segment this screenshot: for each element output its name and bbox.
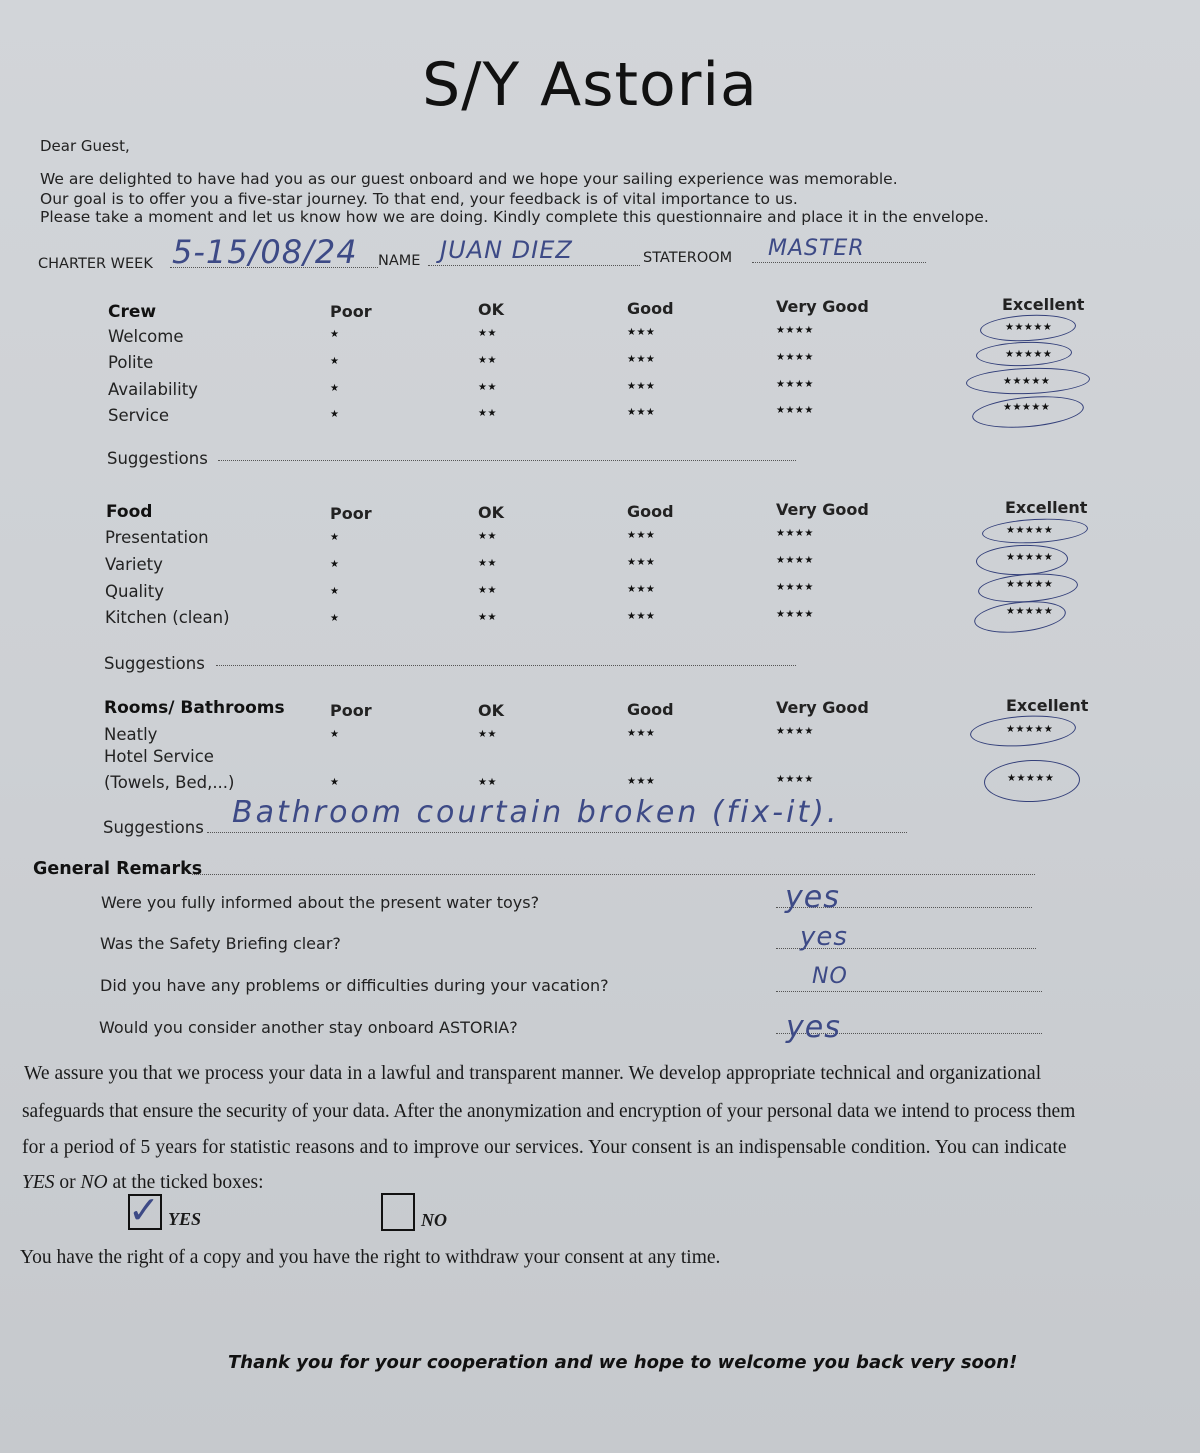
row-label-hotel-service-detail: (Towels, Bed,...) <box>104 773 235 792</box>
rating-poor[interactable]: ★ <box>330 586 340 597</box>
rating-good[interactable]: ★★★ <box>627 776 656 787</box>
rating-very-good[interactable]: ★★★★ <box>776 405 814 416</box>
rating-good[interactable]: ★★★ <box>627 354 656 365</box>
rating-ok[interactable]: ★★ <box>478 531 497 542</box>
page-title: S/Y Astoria <box>422 50 758 120</box>
rating-ok[interactable]: ★★ <box>478 777 497 788</box>
charter-week-value[interactable]: 5-15/08/24 <box>172 233 358 271</box>
section-heading-rooms: Rooms/ Bathrooms <box>104 698 285 718</box>
selected-rating-circle <box>983 758 1080 803</box>
rating-good[interactable]: ★★★ <box>627 530 656 541</box>
intro-line-1: We are delighted to have had you as our guest onboard and we hope your sailing experience was memorable. <box>40 170 898 188</box>
row-label-service: Service <box>108 406 169 425</box>
col-good: Good <box>627 299 674 318</box>
rating-ok[interactable]: ★★ <box>478 382 497 393</box>
rating-poor[interactable]: ★ <box>330 559 340 570</box>
row-label-kitchen: Kitchen (clean) <box>105 608 230 627</box>
privacy-line-2: safeguards that ensure the security of your data. After the anonymization and encryption of your personal data we intend to process them <box>22 1101 1076 1122</box>
rating-poor[interactable]: ★ <box>330 383 340 394</box>
row-label-quality: Quality <box>105 582 164 601</box>
consent-no-label: NO <box>421 1210 447 1230</box>
rating-poor[interactable]: ★ <box>330 777 340 788</box>
rating-poor[interactable]: ★ <box>330 729 340 740</box>
food-suggestions-label: Suggestions <box>104 654 205 673</box>
rating-ok[interactable]: ★★ <box>478 729 497 740</box>
rating-good[interactable]: ★★★ <box>627 557 656 568</box>
privacy-line-3: for a period of 5 years for statistic reasons and to improve our services. Your consent is an indispensable condition. You can indicate <box>22 1137 1067 1158</box>
rating-excellent[interactable]: ★★★★★ <box>1006 552 1054 563</box>
row-label-polite: Polite <box>108 353 154 372</box>
rating-excellent[interactable]: ★★★★★ <box>1003 402 1051 413</box>
rating-ok[interactable]: ★★ <box>478 558 497 569</box>
rating-poor[interactable]: ★ <box>330 409 340 420</box>
rating-excellent[interactable]: ★★★★★ <box>1006 606 1054 617</box>
intro-line-3: Please take a moment and let us know how we are doing. Kindly complete this questionnaire and place it in the envelope. <box>40 208 989 226</box>
privacy-line-1: We assure you that we process your data in a lawful and transparent manner. We develop appropriate technical and organizational <box>24 1063 1042 1084</box>
rating-poor[interactable]: ★ <box>330 356 340 367</box>
rating-excellent[interactable]: ★★★★★ <box>1007 773 1055 784</box>
row-label-presentation: Presentation <box>105 528 209 547</box>
col-ok: OK <box>478 503 504 522</box>
withdraw-consent-text: You have the right of a copy and you have the right to withdraw your consent at any time. <box>20 1247 721 1268</box>
rating-poor[interactable]: ★ <box>330 613 340 624</box>
selected-rating-circle <box>976 543 1069 576</box>
col-very-good: Very Good <box>776 297 869 316</box>
rating-very-good[interactable]: ★★★★ <box>776 609 814 620</box>
consent-yes-checkmark: ✓ <box>128 1188 160 1232</box>
rating-good[interactable]: ★★★ <box>627 584 656 595</box>
rating-poor[interactable]: ★ <box>330 532 340 543</box>
col-poor: Poor <box>330 701 372 720</box>
name-value[interactable]: JUAN DIEZ <box>440 236 573 264</box>
col-excellent: Excellent <box>1002 295 1085 314</box>
col-good: Good <box>627 502 674 521</box>
row-label-neatly: Neatly <box>104 725 158 744</box>
privacy-line-4-rest: at the ticked boxes: <box>107 1172 264 1193</box>
rating-ok[interactable]: ★★ <box>478 328 497 339</box>
section-heading-food: Food <box>106 502 153 522</box>
selected-rating-circle <box>979 313 1076 344</box>
col-poor: Poor <box>330 302 372 321</box>
rooms-suggestions-field[interactable] <box>207 831 907 833</box>
stateroom-value[interactable]: MASTER <box>768 236 865 261</box>
rating-excellent[interactable]: ★★★★★ <box>1006 525 1054 536</box>
question-water-toys: Were you fully informed about the present water toys? <box>101 893 540 912</box>
row-label-variety: Variety <box>105 555 163 574</box>
rooms-suggestions-value[interactable]: Bathroom courtain broken (fix-it). <box>232 795 840 830</box>
general-remarks-field[interactable] <box>192 873 1035 875</box>
privacy-yes-word: YES <box>22 1172 55 1193</box>
col-very-good: Very Good <box>776 698 869 717</box>
name-label: NAME <box>378 253 421 269</box>
rating-excellent[interactable]: ★★★★★ <box>1003 376 1051 387</box>
question-problems: Did you have any problems or difficulties during your vacation? <box>100 976 609 995</box>
rating-excellent[interactable]: ★★★★★ <box>1006 579 1054 590</box>
consent-yes-label: YES <box>168 1209 202 1229</box>
rating-ok[interactable]: ★★ <box>478 408 497 419</box>
selected-rating-circle <box>971 392 1085 432</box>
row-label-hotel-service: Hotel Service <box>104 747 214 766</box>
col-poor: Poor <box>330 504 372 523</box>
rating-very-good[interactable]: ★★★★ <box>776 528 814 539</box>
rooms-suggestions-label: Suggestions <box>103 818 204 837</box>
rating-good[interactable]: ★★★ <box>627 611 656 622</box>
rating-good[interactable]: ★★★ <box>627 327 656 338</box>
rating-very-good[interactable]: ★★★★ <box>776 582 814 593</box>
question-safety-briefing: Was the Safety Briefing clear? <box>100 934 341 953</box>
answer-line <box>776 990 1042 992</box>
rating-poor[interactable]: ★ <box>330 329 340 340</box>
answer-safety-briefing[interactable]: yes <box>800 922 848 952</box>
food-suggestions-field[interactable] <box>216 664 796 666</box>
selected-rating-circle <box>981 516 1088 546</box>
rating-very-good[interactable]: ★★★★ <box>776 379 814 390</box>
row-label-availability: Availability <box>108 380 198 399</box>
answer-problems[interactable]: NO <box>812 964 848 989</box>
privacy-or-word: or <box>54 1172 81 1193</box>
name-field-line <box>428 264 640 266</box>
charter-week-label: CHARTER WEEK <box>38 256 153 272</box>
rating-very-good[interactable]: ★★★★ <box>776 774 814 785</box>
selected-rating-circle <box>966 366 1091 396</box>
selected-rating-circle <box>969 712 1077 749</box>
col-excellent: Excellent <box>1005 498 1088 517</box>
col-good: Good <box>627 700 674 719</box>
general-remarks-label: General Remarks <box>33 859 203 879</box>
rating-ok[interactable]: ★★ <box>478 355 497 366</box>
rating-excellent[interactable]: ★★★★★ <box>1006 724 1054 735</box>
rating-very-good[interactable]: ★★★★ <box>776 555 814 566</box>
col-very-good: Very Good <box>776 500 869 519</box>
intro-line-2: Our goal is to offer you a five-star journey. To that end, your feedback is of vital importance to us. <box>40 190 798 208</box>
crew-suggestions-label: Suggestions <box>107 449 208 468</box>
consent-no-checkbox[interactable] <box>381 1193 415 1231</box>
privacy-no-word: NO <box>80 1172 108 1193</box>
question-another-stay: Would you consider another stay onboard ASTORIA? <box>99 1018 518 1037</box>
rating-excellent[interactable]: ★★★★★ <box>1005 322 1053 333</box>
footer-thank-you: Thank you for your cooperation and we hope to welcome you back very soon! <box>228 1352 1018 1373</box>
rating-very-good[interactable]: ★★★★ <box>776 325 814 336</box>
crew-suggestions-field[interactable] <box>218 459 796 461</box>
answer-another-stay[interactable]: yes <box>786 1010 841 1045</box>
col-excellent: Excellent <box>1006 696 1089 715</box>
col-ok: OK <box>478 300 504 319</box>
rating-very-good[interactable]: ★★★★ <box>776 726 814 737</box>
stateroom-label: STATEROOM <box>643 250 733 266</box>
greeting: Dear Guest, <box>40 137 130 155</box>
rating-ok[interactable]: ★★ <box>478 612 497 623</box>
rating-good[interactable]: ★★★ <box>627 381 656 392</box>
rating-ok[interactable]: ★★ <box>478 585 497 596</box>
row-label-welcome: Welcome <box>108 327 184 346</box>
rating-very-good[interactable]: ★★★★ <box>776 352 814 363</box>
selected-rating-circle <box>976 340 1073 367</box>
stateroom-field-line <box>752 261 926 263</box>
section-heading-crew: Crew <box>108 302 157 322</box>
rating-good[interactable]: ★★★ <box>627 728 656 739</box>
selected-rating-circle <box>973 597 1068 636</box>
answer-water-toys[interactable]: yes <box>785 880 840 915</box>
rating-good[interactable]: ★★★ <box>627 407 656 418</box>
selected-rating-circle <box>977 571 1079 606</box>
rating-excellent[interactable]: ★★★★★ <box>1005 349 1053 360</box>
col-ok: OK <box>478 701 504 720</box>
